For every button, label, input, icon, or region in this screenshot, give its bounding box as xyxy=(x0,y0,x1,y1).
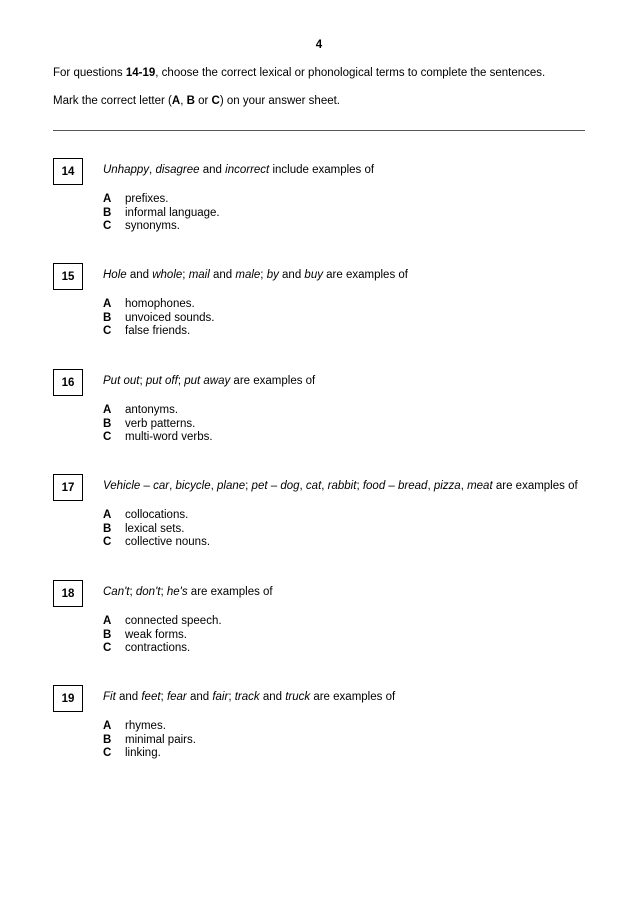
stem-text: are examples of xyxy=(492,480,578,492)
option-letter: A xyxy=(103,509,112,521)
stem-text: , xyxy=(299,480,306,492)
option-text: collocations. xyxy=(125,509,189,521)
option-text: verb patterns. xyxy=(125,417,196,430)
question-number-box: 14 xyxy=(53,158,83,185)
option-b xyxy=(103,312,215,326)
option-text: collective nouns. xyxy=(125,536,211,548)
option-a xyxy=(103,193,220,207)
option-text: contractions. xyxy=(125,642,191,654)
instructions-line-1 xyxy=(53,67,545,79)
stem-term: truck xyxy=(285,691,311,703)
option-c xyxy=(103,431,213,445)
question-stem xyxy=(103,480,578,492)
stem-text: , xyxy=(321,480,328,492)
stem-term: cat xyxy=(305,480,322,492)
stem-term: whole xyxy=(152,269,183,281)
stem-text: – xyxy=(267,480,281,492)
answer-options xyxy=(103,298,215,339)
option-b xyxy=(103,629,222,643)
stem-term: food xyxy=(362,480,386,492)
option-letter: A xyxy=(103,298,112,310)
divider xyxy=(53,130,585,131)
stem-text: ; xyxy=(177,375,185,387)
stem-term: fair xyxy=(212,691,229,703)
question-stem xyxy=(103,691,395,703)
question-number-box: 17 xyxy=(53,474,83,501)
option-text: homophones. xyxy=(125,298,195,310)
stem-term: fear xyxy=(166,691,187,703)
answer-options xyxy=(103,404,213,445)
stem-term: incorrect xyxy=(225,164,270,176)
stem-text: ; xyxy=(245,480,252,492)
stem-text: ; xyxy=(160,586,167,598)
stem-term: plane xyxy=(217,480,246,492)
stem-text: include examples of xyxy=(269,164,375,176)
stem-term: car xyxy=(153,480,170,492)
stem-term: by xyxy=(266,269,279,281)
question-number-box: 19 xyxy=(53,685,83,712)
stem-term: Put out xyxy=(103,375,140,387)
option-letter: A xyxy=(103,404,112,416)
stem-text: , xyxy=(460,480,468,492)
stem-term: pet xyxy=(251,480,268,492)
option-text: unvoiced sounds. xyxy=(125,311,215,324)
instructions-text: For questions xyxy=(53,67,126,79)
page-number: 4 xyxy=(315,39,323,51)
option-letter: C xyxy=(103,431,112,443)
option-b xyxy=(103,523,210,537)
stem-text: ; xyxy=(160,691,167,703)
stem-term: buy xyxy=(304,269,323,281)
instructions-text: Mark the correct letter ( xyxy=(53,95,172,107)
question-stem xyxy=(103,586,273,598)
option-text: lexical sets. xyxy=(125,522,185,535)
stem-text: – xyxy=(140,480,154,492)
stem-text: ; xyxy=(139,375,146,387)
stem-term: Unhappy xyxy=(103,164,150,176)
option-letter: B xyxy=(103,628,112,641)
instructions-line-2 xyxy=(53,95,340,107)
option-letter: A xyxy=(103,615,112,627)
option-a xyxy=(103,509,210,523)
stem-text: are examples of xyxy=(310,691,396,703)
stem-text: and xyxy=(278,269,305,281)
question-number-box: 18 xyxy=(53,580,83,607)
stem-term: he's xyxy=(166,586,188,598)
stem-text: ; xyxy=(228,691,235,703)
stem-text: , xyxy=(169,480,176,492)
stem-text: are examples of xyxy=(322,269,408,281)
option-text: informal language. xyxy=(125,206,220,219)
stem-text: ; xyxy=(182,269,189,281)
option-text: synonyms. xyxy=(125,220,180,232)
option-text: minimal pairs. xyxy=(125,733,196,746)
question-range: 14-19 xyxy=(125,67,156,79)
question-stem xyxy=(103,164,374,176)
option-text: rhymes. xyxy=(125,720,166,732)
stem-term: put away xyxy=(184,375,231,387)
answer-options xyxy=(103,615,222,656)
answer-options xyxy=(103,193,220,234)
option-letter: B xyxy=(103,311,112,324)
stem-term: Vehicle xyxy=(103,480,141,492)
question-stem xyxy=(103,375,315,387)
stem-term: mail xyxy=(188,269,210,281)
stem-text: , xyxy=(210,480,218,492)
stem-term: dog xyxy=(280,480,300,492)
option-c xyxy=(103,220,220,234)
stem-term: Hole xyxy=(103,269,127,281)
stem-text: and xyxy=(199,164,226,176)
option-letter: B xyxy=(103,206,112,219)
option-letter: C xyxy=(103,536,112,548)
question-number-box: 16 xyxy=(53,369,83,396)
option-letter: B xyxy=(103,522,112,535)
letter-c: C xyxy=(211,95,220,107)
option-b xyxy=(103,207,220,221)
option-c xyxy=(103,642,222,656)
stem-term: meat xyxy=(467,480,493,492)
stem-term: disagree xyxy=(155,164,200,176)
option-c xyxy=(103,325,215,339)
stem-text: – xyxy=(385,480,399,492)
stem-text: are examples of xyxy=(187,586,273,598)
letter-b: B xyxy=(186,95,195,107)
stem-text: and xyxy=(209,269,236,281)
stem-term: feet xyxy=(141,691,161,703)
question-number-box: 15 xyxy=(53,263,83,290)
answer-options xyxy=(103,720,196,761)
stem-term: bread xyxy=(398,480,428,492)
stem-text: ; xyxy=(356,480,363,492)
option-text: multi-word verbs. xyxy=(125,431,213,443)
stem-text: ; xyxy=(260,269,267,281)
option-text: weak forms. xyxy=(125,628,187,641)
stem-term: Fit xyxy=(103,691,116,703)
option-b xyxy=(103,734,196,748)
option-text: prefixes. xyxy=(125,193,169,205)
option-text: connected speech. xyxy=(125,615,222,627)
option-text: antonyms. xyxy=(125,404,179,416)
instructions-text: , xyxy=(180,95,187,107)
stem-term: put off xyxy=(145,375,178,387)
stem-text: and xyxy=(259,691,286,703)
option-c xyxy=(103,747,196,761)
stem-term: bicycle xyxy=(175,480,211,492)
answer-options xyxy=(103,509,210,550)
stem-text: and xyxy=(115,691,142,703)
option-letter: B xyxy=(103,417,112,430)
question-stem xyxy=(103,269,408,281)
option-letter: B xyxy=(103,733,112,746)
option-a xyxy=(103,298,215,312)
option-text: false friends. xyxy=(125,325,191,337)
instructions-text: , choose the correct lexical or phonological terms to complete the sentences. xyxy=(155,67,546,79)
instructions-text: ) on your answer sheet. xyxy=(219,95,340,107)
option-c xyxy=(103,536,210,550)
stem-term: pizza xyxy=(433,480,461,492)
stem-text: ; xyxy=(129,586,136,598)
stem-term: Can't xyxy=(103,586,130,598)
stem-text: and xyxy=(186,691,213,703)
instructions-text: or xyxy=(194,95,212,107)
option-letter: C xyxy=(103,747,112,759)
stem-term: male xyxy=(235,269,261,281)
option-letter: A xyxy=(103,720,112,732)
option-a xyxy=(103,615,222,629)
option-letter: A xyxy=(103,193,112,205)
stem-text: , xyxy=(149,164,156,176)
option-letter: C xyxy=(103,642,112,654)
letter-a: A xyxy=(171,95,181,107)
option-a xyxy=(103,404,213,418)
stem-text: are examples of xyxy=(230,375,316,387)
option-letter: C xyxy=(103,325,112,337)
option-letter: C xyxy=(103,220,112,232)
stem-text: and xyxy=(126,269,153,281)
stem-term: rabbit xyxy=(327,480,357,492)
stem-text: , xyxy=(427,480,434,492)
stem-term: track xyxy=(234,691,260,703)
option-a xyxy=(103,720,196,734)
option-text: linking. xyxy=(125,747,161,759)
stem-term: don't xyxy=(135,586,161,598)
option-b xyxy=(103,418,213,432)
